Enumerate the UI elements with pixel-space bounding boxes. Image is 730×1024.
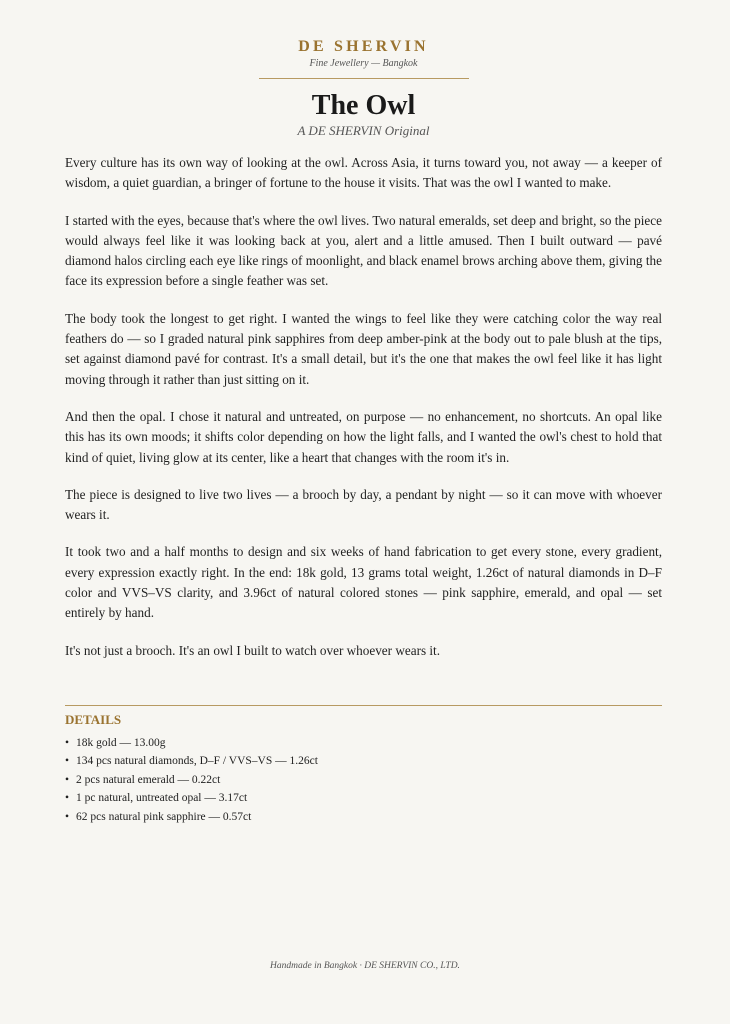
paragraph: It's not just a brooch. It's an owl I built to watch over whoever wears it. [65,642,441,658]
article-body [65,153,662,661]
document-page [65,0,662,826]
list-item: • 1 pc natural, untreated opal — 3.17ct [76,789,662,808]
paragraph: The body took the longest to get right. I wanted the wings to feel like they were catching color the way real feathers do — so I graded natural pink sapphires from deep amber-pink at the body out to pale blush at the tips, set against diamond pavé for contrast. It's a small detail, but it's the one that makes the owl feel like it has light moving through it rather than just sitting on it. [65,310,662,387]
page-title: The Owl [311,90,416,121]
masthead [65,38,662,79]
list-item: • 134 pcs natural diamonds, D–F / VVS–VS — 1.26ct [76,752,662,771]
paragraph: And then the opal. I chose it natural and untreated, on purpose — no enhancement, no shortcuts. An opal like this has its own moods; it shifts color depending on how the light falls, and I wanted the owl's chest to hold that kind of quiet, living glow at its center, like a heart that changes with the room it's in. [65,408,662,465]
details-divider [65,705,662,706]
paragraph: I started with the eyes, because that's where the owl lives. Two natural emeralds, set deep and bright, so the piece would always feel like it was looking back at you, alert and a little amused. Then I built outward — pavé diamond halos circling each eye like rings of moonlight, and black enamel brows arching above them, giving the face its expression before a single feather was set. [65,212,662,289]
paragraph: Every culture has its own way of looking at the owl. Across Asia, it turns toward you, not away — a keeper of wisdom, a quiet guardian, a bringer of fortune to the house it visits. That was the owl I wanted to make. [65,155,662,191]
brand-name: DE SHERVIN [298,38,429,55]
list-item: • 62 pcs natural pink sapphire — 0.57ct [76,808,662,827]
footer-text: Handmade in Bangkok · DE SHERVIN CO., LTD. [270,961,460,971]
paragraph: The piece is designed to live two lives — a brooch by day, a pendant by night — so it can move with whoever wears it. [65,486,662,523]
details-list [65,734,662,827]
list-item: • 2 pcs natural emerald — 0.22ct [76,771,662,790]
details-heading: DETAILS [65,711,122,727]
brand-tagline: Fine Jewellery — Bangkok [309,58,418,69]
paragraph: It took two and a half months to design and six weeks of hand fabrication to get every stone, every gradient, every expression exactly right. In the end: 18k gold, 13 grams total weight, 1.26ct of natural diamonds in D–F color and VVS–VS clarity, and 3.96ct of natural colored stones — pink sapphire, emerald, and opal — set entirely by hand. [65,544,662,621]
header-divider [259,78,469,79]
page-subtitle: A DE SHERVIN Original [297,123,430,138]
list-item: • 18k gold — 13.00g [76,734,662,753]
